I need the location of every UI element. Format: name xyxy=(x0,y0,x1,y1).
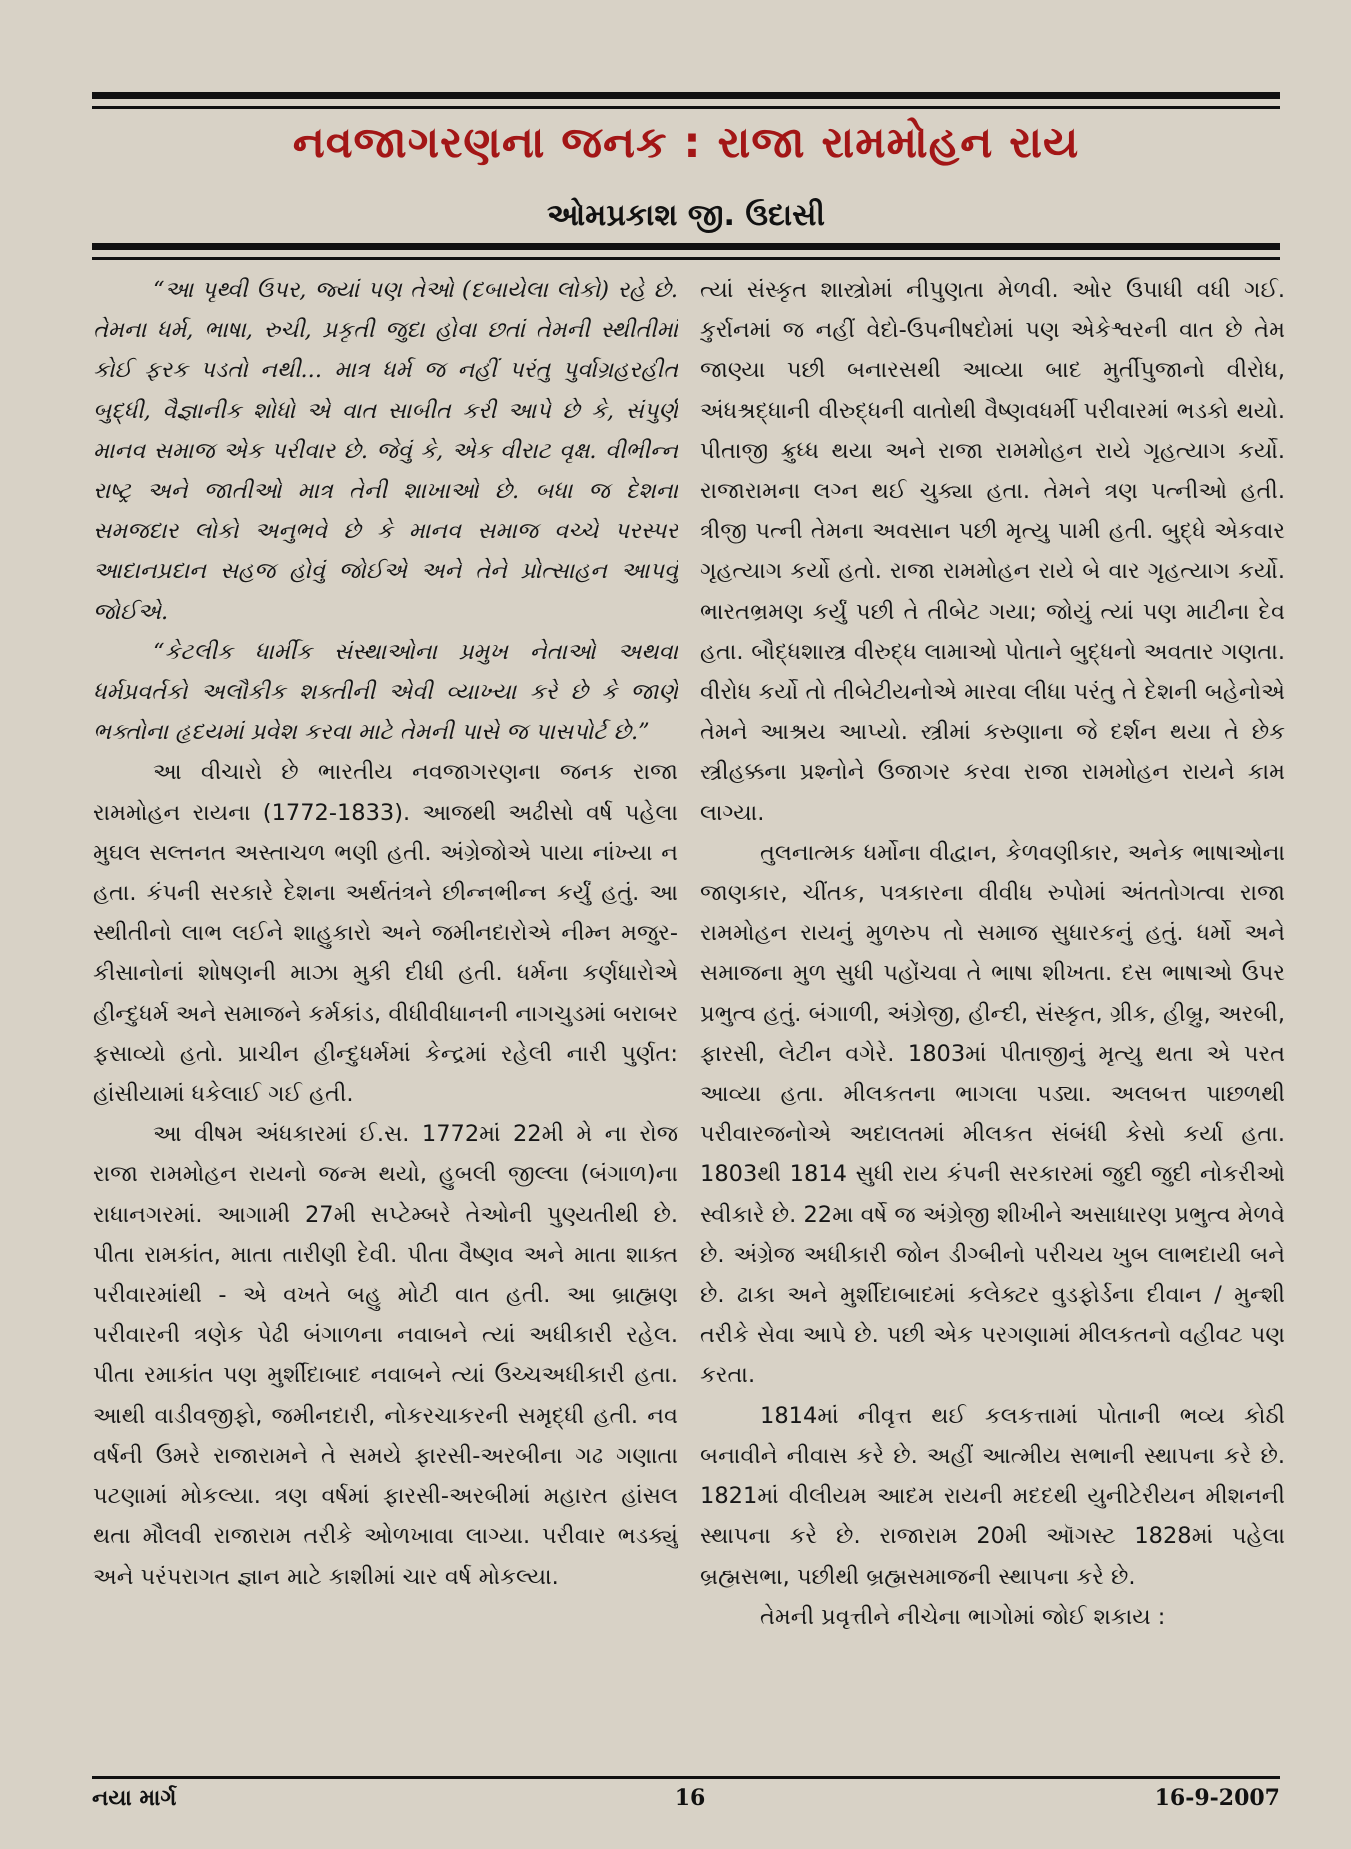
article-title: નવજાગરણના જનક : રાજા રામમોહન રાય xyxy=(292,118,1080,168)
body-paragraph: તુલનાત્મક ધર્મોના વીદ્વાન, કેળવણીકાર, અનેક ભાષાઓના જાણકાર, ચીંતક, પત્રકારના વીવીધ રુપોમાં અંતતોગત્વા રાજા રામમોહન રાયનું મુળરુપ તો સમાજ સુધારકનું હતું. ધર્મો અને સમાજના મુળ સુધી પહોંચવા તે ભાષા શીખતા. દસ ભાષાઓ ઉપર પ્રભુત્વ હતું. બંગાળી, અંગ્રેજી, હીન્દી, સંસ્કૃત, ગ્રીક, હીબ્રુ, અરબી, ફારસી, લેટીન વગેરે. 1803માં પીતાજીનું મૃત્યુ થતા એ પરત આવ્યા હતા. મીલકતના ભાગલા પડ્યા. અલબત્ત પાછળથી પરીવારજનોએ અદાલતમાં મીલકત સંબંધી કેસો કર્યા હતા. 1803થી 1814 સુધી રાય કંપની સરકારમાં જુદી જુદી નોકરીઓ સ્વીકારે છે. 22મા વર્ષે જ અંગ્રેજી શીખીને અસાધારણ પ્રભુત્વ મેળવે છે. અંગ્રેજ અધીકારી જોન ડીગ્બીનો પરીચય ખુબ લાભદાયી બને છે. ઢાકા અને મુર્શીદાબાદમાં કલેક્ટર વુડફોર્ડના દીવાન / મુન્શી તરીકે સેવા આપે છે. પછી એક પરગણામાં મીલકતનો વહીવટ પણ કરતા. xyxy=(700,839,1285,1389)
publication-name: નયા માર્ગ xyxy=(92,1785,177,1811)
article-author: ઓમપ્રકાશ જી. ઉદાસી xyxy=(546,198,825,233)
body-paragraph: ત્યાં સંસ્કૃત શાસ્ત્રોમાં નીપુણતા મેળવી. ઓર ઉપાધી વધી ગઈ. કુર્રાનમાં જ નહીં વેદો-ઉપનીષદોમાં પણ એકેશ્વરની વાત છે તેમ જાણ્યા પછી બનારસથી આવ્યા બાદ મુર્તીપુજાનો વીરોધ, અંધશ્રદ્ધાની વીરુદ્ધની વાતોથી વૈષ્ણવધર્મી પરીવારમાં ભડકો થયો. પીતાજી ક્રુધ્ધ થયા અને રાજા રામમોહન રાયે ગૃહત્યાગ કર્યો. રાજારામના લગ્ન થઈ ચુક્યા હતા. તેમને ત્રણ પત્નીઓ હતી. ત્રીજી પત્ની તેમના અવસાન પછી મૃત્યુ પામી હતી. બુદ્ધે એકવાર ગૃહત્યાગ કર્યો હતો. રાજા રામમોહન રાયે બે વાર ગૃહત્યાગ કર્યો. ભારતભ્રમણ કર્યું પછી તે તીબેટ ગયા; જોયું ત્યાં પણ માટીના દેવ હતા. બૌદ્ધશાસ્ત્ર વીરુદ્ધ લામાઓ પોતાને બુદ્ધનો અવતાર ગણતા. વીરોધ કર્યો તો તીબેટીયનોએ મારવા લીધા પરંતુ તે દેશની બહેનોએ તેમને આશ્રય આપ્યો. સ્ત્રીમાં કરુણાના જે દર્શન થયા તે છેક સ્ત્રીહક્કના પ્રશ્નોને ઉજાગર કરવા રાજા રામમોહન રાયને કામ લાગ્યા. xyxy=(700,277,1285,826)
body-paragraph: 1814માં નીવૃત્ત થઈ કલકત્તામાં પોતાની ભવ્ય કોઠી બનાવીને નીવાસ કરે છે. અહીં આત્મીય સભાની સ્થાપના કરે છે. 1821માં વીલીયમ આદમ રાયની મદદથી યુનીટેરીયન મીશનની સ્થાપના કરે છે. રાજારામ 20મી ઑગસ્ટ 1828માં પહેલા બ્રહ્મસભા, પછીથી બ્રહ્મસમાજની સ્થાપના કરે છે. xyxy=(700,1402,1285,1590)
page-number: 16 xyxy=(674,1785,706,1811)
body-paragraph: તેમની પ્રવૃત્તીને નીચેના ભાગોમાં જોઈ શકાય : xyxy=(760,1603,1166,1630)
body-paragraph: આ વીચારો છે ભારતીય નવજાગરણના જનક રાજા રામમોહન રાયના (1772-1833). આજથી અઢીસો વર્ષ પહેલા મુઘલ સલ્તનત અસ્તાચળ ભણી હતી. અંગ્રેજોએ પાયા નાંખ્યા ન હતા. કંપની સરકારે દેશના અર્થતંત્રને છીન્નભીન્ન કર્યું હતું. આ સ્થીતીનો લાભ લઈને શાહુકારો અને જમીનદારોએ નીમ્ન મજુર-કીસાનોનાં શોષણની માઝા મુકી દીધી હતી. ધર્મના કર્ણધારોએ હીન્દુધર્મ અને સમાજને કર્મકાંડ, વીધીવીધાનની નાગચુડમાં બરાબર ફસાવ્યો હતો. પ્રાચીન હીન્દુધર્મમાં કેન્દ્રમાં રહેલી નારી પુર્ણત: હાંસીયામાં ધકેલાઈ ગઈ હતી. xyxy=(93,759,678,1108)
header-rule-thick xyxy=(92,243,1280,250)
quote-paragraph: “આ પૃથ્વી ઉપર, જ્યાં પણ તેઓ (દબાયેલા લોકો) રહે છે. તેમના ધર્મ, ભાષા, રુચી, પ્રકૃતી જુદા હોવા છતાં તેમની સ્થીતીમાં કોઈ ફરક પડતો નથી... માત્ર ધર્મ જ નહીં પરંતુ પુર્વાગ્રહરહીત બુદ્ધી, વૈજ્ઞાનીક શોધો એ વાત સાબીત કરી આપે છે કે, સંપુર્ણ માનવ સમાજ એક પરીવાર છે. જેવું કે, એક વીરાટ વૃક્ષ. વીભીન્ન રાષ્ટ્ર અને જાતીઓ માત્ર તેની શાખાઓ છે. બધા જ દેશના સમજદાર લોકો અનુભવે છે કે માનવ સમાજ વચ્ચે પરસ્પર આદાનપ્રદાન સહજ હોવું જોઈએ અને તેને પ્રોત્સાહન આપવું જોઈએ. xyxy=(93,277,678,625)
footer-rule xyxy=(92,1776,1280,1779)
header-rule-thin xyxy=(92,257,1280,260)
issue-date: 16-9-2007 xyxy=(1154,1785,1280,1811)
quote-paragraph: “કેટલીક ધાર્મીક સંસ્થાઓના પ્રમુખ નેતાઓ અથવા ધર્મપ્રવર્તકો અલૌકીક શક્તીની એવી વ્યાખ્યા કરે છે કે જાણે ભક્તોના હૃદયમાં પ્રવેશ કરવા માટે તેમની પાસે જ પાસપોર્ટ છે.” xyxy=(93,638,678,746)
body-paragraph: આ વીષમ અંધકારમાં ઈ.સ. 1772માં 22મી મે ના રોજ રાજા રામમોહન રાયનો જન્મ થયો, હુબલી જીલ્લા (બંગાળ)ના રાધાનગરમાં. આગામી 27મી સપ્ટેમ્બરે તેઓની પુણ્યતીથી છે. પીતા રામકાંત, માતા તારીણી દેવી. પીતા વૈષ્ણવ અને માતા શાક્ત પરીવારમાંથી - એ વખતે બહુ મોટી વાત હતી. આ બ્રાહ્મણ પરીવારની ત્રણેક પેઢી બંગાળના નવાબને ત્યાં અધીકારી રહેલ. પીતા રમાકાંત પણ મુર્શીદાબાદ નવાબને ત્યાં ઉચ્ચઅધીકારી હતા. આથી વાડીવજીફો, જમીનદારી, નોકરચાકરની સમૃદ્ધી હતી. નવ વર્ષની ઉમરે રાજારામને તે સમયે ફારસી-અરબીના ગઢ ગણાતા પટણામાં મોકલ્યા. ત્રણ વર્ષમાં ફારસી-અરબીમાં મહારત હાંસલ થતા મૌલવી રાજારામ તરીકે ઓળખાવા લાગ્યા. પરીવાર ભડક્યું અને પરંપરાગત જ્ઞાન માટે કાશીમાં ચાર વર્ષ મોકલ્યા. xyxy=(93,1121,678,1590)
right-column xyxy=(700,270,1285,1765)
top-rule-thick xyxy=(92,92,1280,99)
left-column xyxy=(93,270,678,1765)
top-rule-thin xyxy=(92,106,1280,109)
